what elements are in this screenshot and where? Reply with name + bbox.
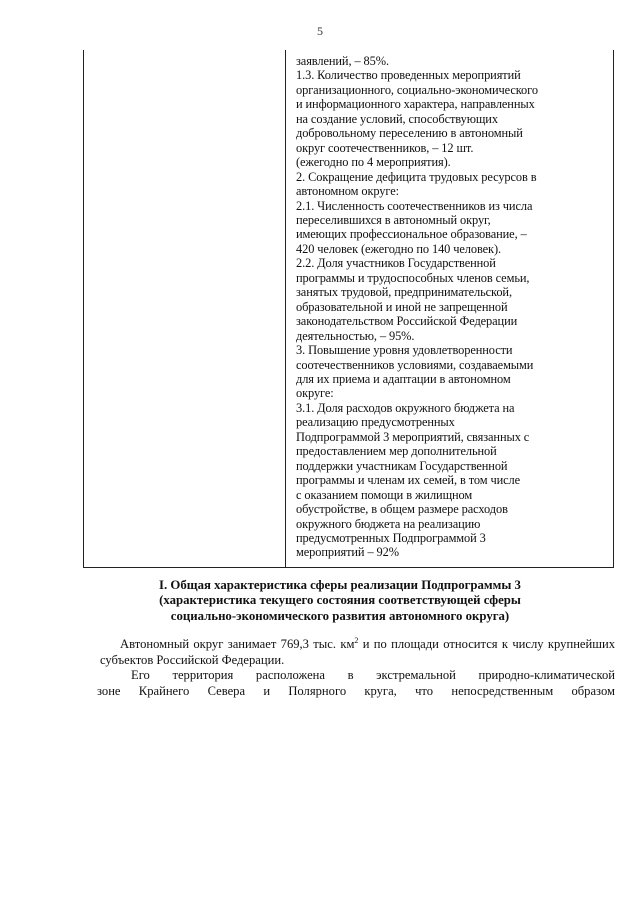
table-line: предоставлением мер дополнительной	[296, 444, 497, 459]
heading-line: (характеристика текущего состояния соответствующей сферы	[159, 593, 521, 608]
table-line: программы и членам их семей, в том числе	[296, 473, 520, 488]
section-heading	[60, 578, 620, 624]
table-line: мероприятий – 92%	[296, 545, 399, 560]
area-text: Автономный округ занимает 769,3 тыс. км	[120, 637, 355, 651]
table-line: 420 человек (ежегодно по 140 человек).	[296, 241, 501, 256]
table-line: добровольному переселению в автономный	[296, 126, 523, 141]
table-line: Подпрограммой 3 мероприятий, связанных с	[296, 429, 530, 444]
table-line: на создание условий, способствующих	[296, 111, 498, 126]
table-line: для их приема и адаптации в автономном	[296, 371, 511, 386]
paragraph-area	[100, 637, 615, 668]
table-line: автономном округе:	[296, 184, 399, 199]
page-number: 5	[317, 24, 323, 38]
superscript-squared: 2	[354, 635, 359, 645]
table-line: реализацию предусмотренных	[296, 415, 455, 430]
table-line: деятельностью, – 95%.	[296, 328, 415, 343]
table-line: и информационного характера, направленных	[296, 97, 535, 112]
table-line: с оказанием помощи в жилищном	[296, 487, 473, 502]
table-line: 3.1. Доля расходов окружного бюджета на	[296, 400, 515, 415]
heading-line: социально-экономического развития автономного округа)	[170, 608, 510, 623]
table-left-cell	[84, 50, 286, 567]
table-line: обустройстве, в общем размере расходов	[296, 502, 508, 517]
table-line: законодательством Российской Федерации	[296, 314, 518, 329]
table-line: поддержки участникам Государственной	[296, 458, 508, 473]
table-line: 1.3. Количество проведенных мероприятий	[296, 68, 521, 83]
table-line: окружного бюджета на реализацию	[296, 516, 481, 531]
table-line: 2. Сокращение дефицита трудовых ресурсов в	[296, 169, 537, 184]
table-line: 2.1. Численность соотечественников из числа	[296, 198, 533, 213]
table-line: (ежегодно по 4 мероприятия).	[296, 155, 451, 170]
table-line: 3. Повышение уровня удовлетворенности	[296, 343, 513, 358]
table-line: округ соотечественников, – 12 шт.	[296, 140, 474, 155]
paragraph-territory-continued: зоне Крайнего Севера и Полярного круга, что непосредственным образом	[97, 683, 615, 698]
table-line: программы и трудоспособных членов семьи,	[296, 270, 530, 285]
goals-table	[83, 50, 614, 568]
table-line: организационного, социально-экономического	[296, 82, 538, 97]
table-line: 2.2. Доля участников Государственной	[296, 256, 496, 271]
table-line: образовательной и иной не запрещенной	[296, 299, 508, 314]
table-line: предусмотренных Подпрограммой 3	[296, 530, 486, 545]
table-line: имеющих профессиональное образование, –	[296, 227, 527, 242]
paragraph-territory: Его территория расположена в экстремальной природно-климатической	[131, 668, 615, 683]
table-right-cell	[296, 54, 612, 560]
area-text-continued: и по площади относится к числу крупнейших субъектов Российской Федерации.	[100, 637, 615, 667]
body-text	[97, 635, 615, 699]
table-line: округе:	[296, 386, 334, 401]
table-line: заявлений, – 85%.	[296, 54, 389, 68]
table-line: переселившихся в автономный округ,	[296, 212, 491, 227]
table-line: соотечественников условиями, создаваемыми	[296, 357, 534, 372]
table-line: занятых трудовой, предпринимательской,	[296, 285, 512, 300]
heading-line: I. Общая характеристика сферы реализации Подпрограммы 3	[159, 578, 521, 592]
